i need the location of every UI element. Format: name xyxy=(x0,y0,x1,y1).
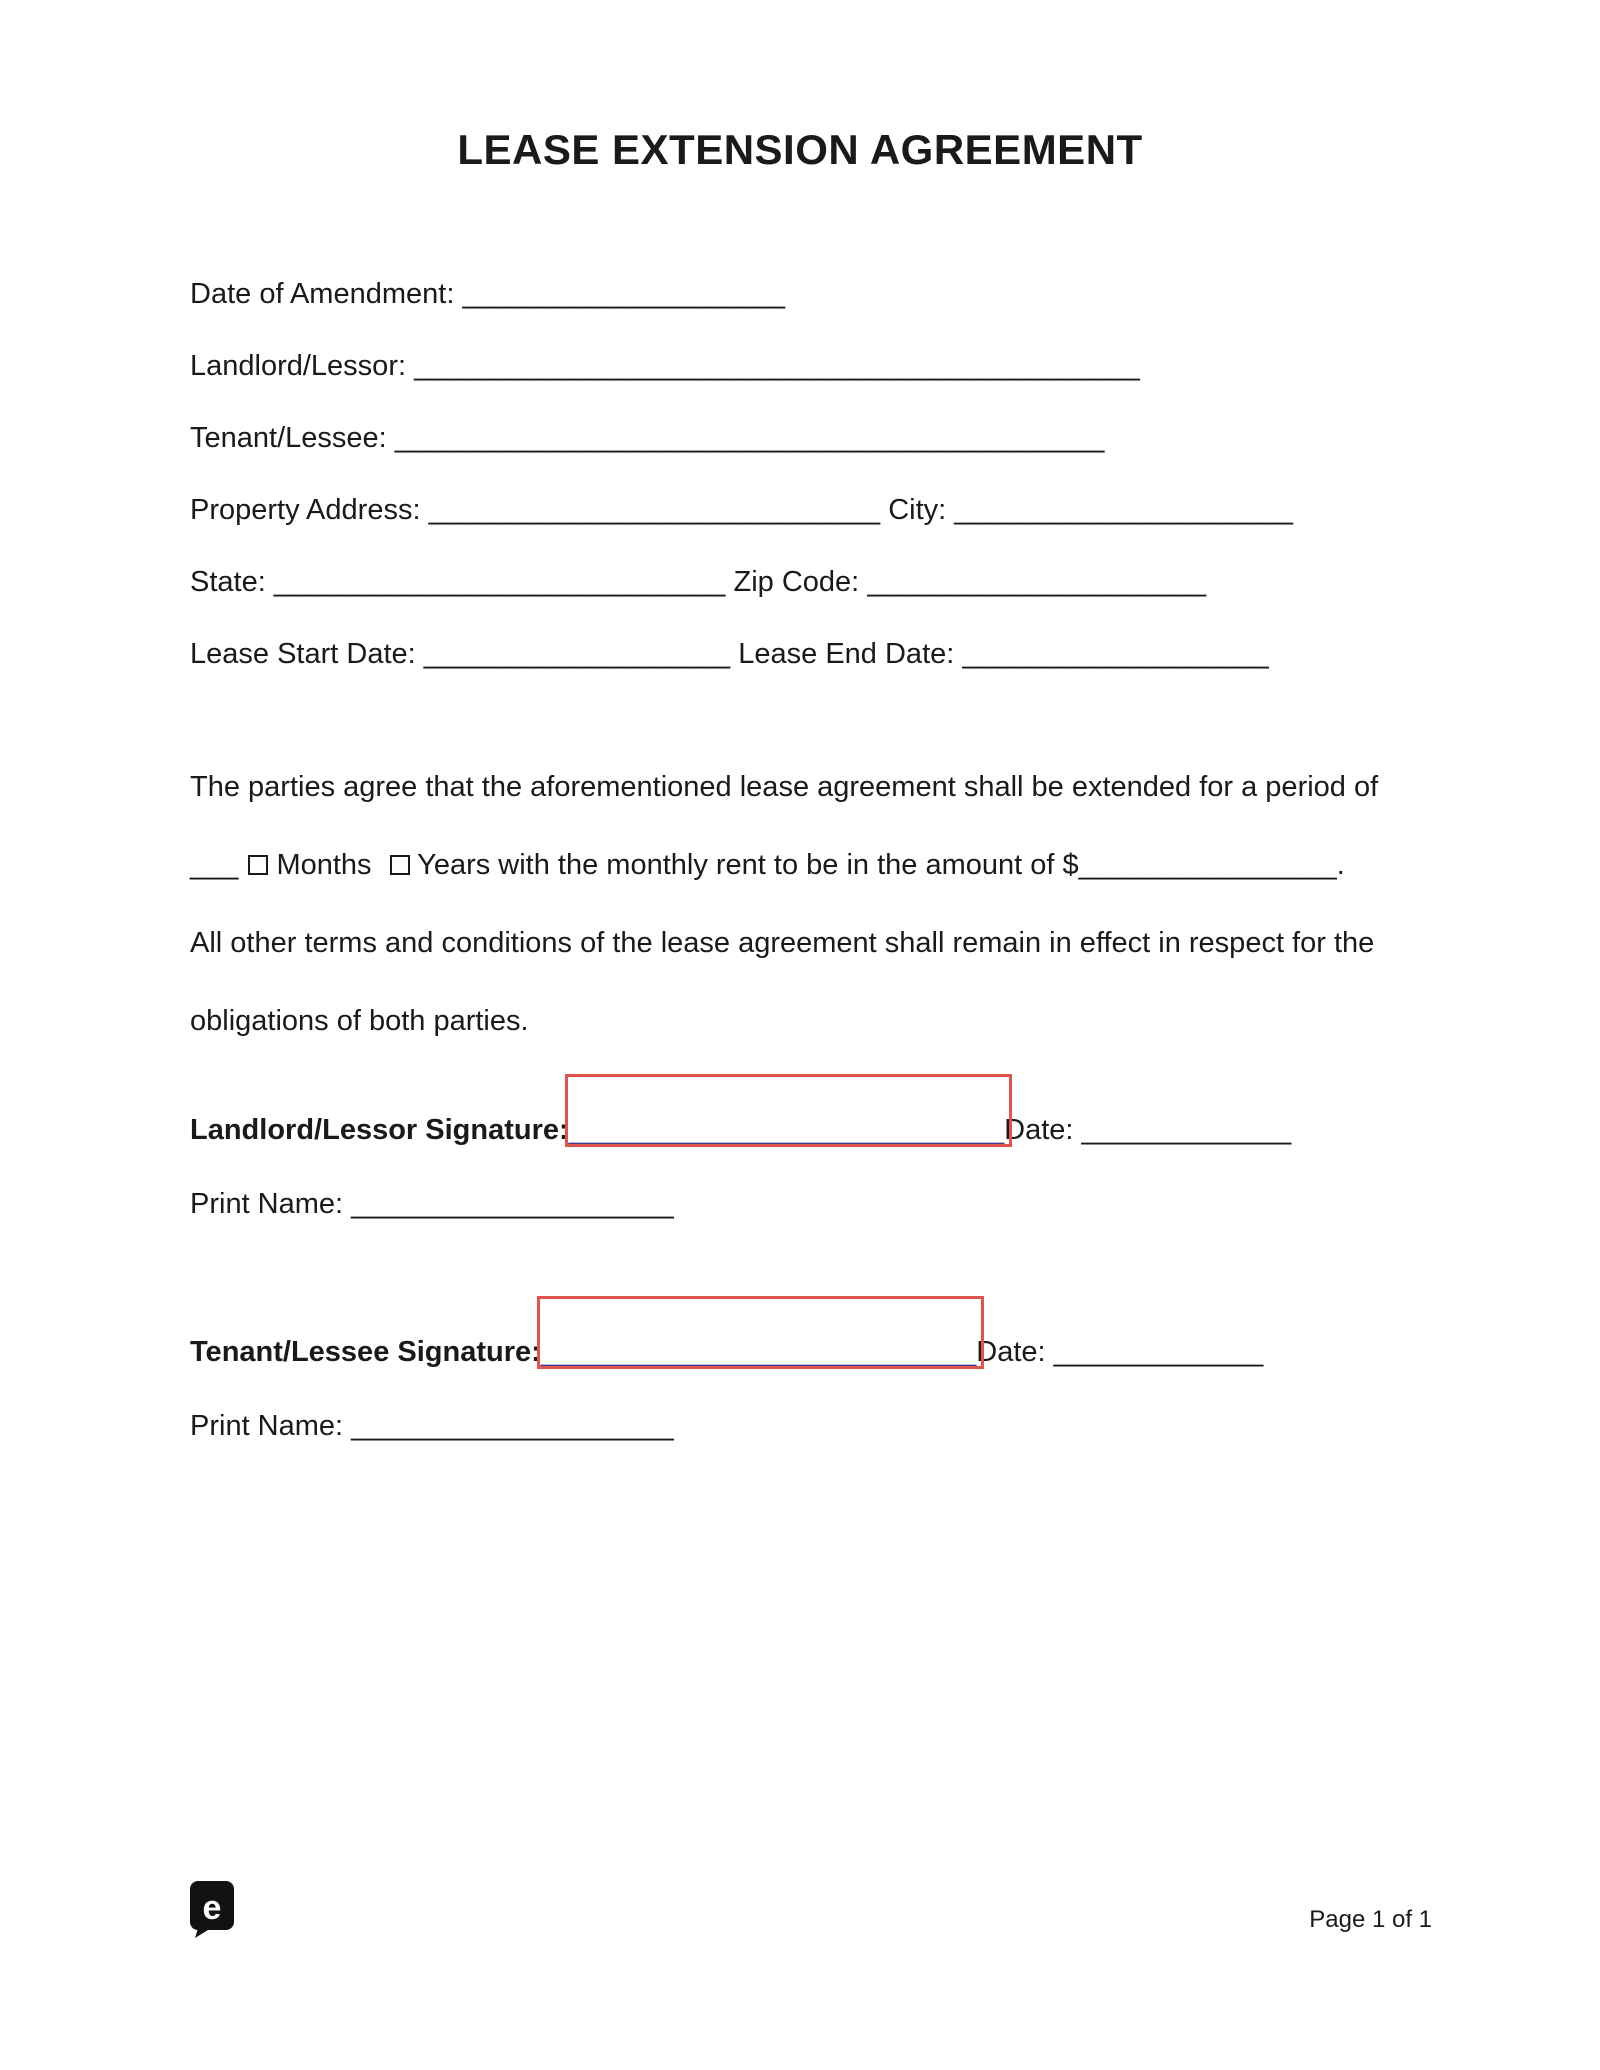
months-checkbox[interactable] xyxy=(248,855,268,875)
landlord-date-blank: _____________ xyxy=(1081,1114,1292,1146)
eforms-logo xyxy=(188,1880,236,1938)
tenant-signature-field[interactable] xyxy=(537,1296,984,1369)
lease-start-date-blank: ___________________ xyxy=(423,638,731,670)
rent-amount-blank: ________________ xyxy=(1078,849,1337,881)
agreement-paragraph xyxy=(190,748,1387,1060)
paragraph-text-start: The parties agree that the aforementioned lease agreement shall be extended for a period of xyxy=(190,771,1387,803)
period-blank: ___ xyxy=(190,849,239,881)
tenant-print-name-blank: ____________________ xyxy=(351,1410,674,1442)
page-indicator: Page 1 of 1 xyxy=(1309,1906,1432,1933)
lease-end-date-blank: ___________________ xyxy=(962,638,1269,670)
landlord-signature-row xyxy=(190,1108,1410,1152)
tenant-label: Tenant/Lessee: xyxy=(190,422,387,454)
years-label: Years with the monthly rent to be in the amount of $ xyxy=(409,849,1079,881)
landlord-signature-field[interactable] xyxy=(565,1074,1012,1147)
landlord-blank: _____________________________________________ xyxy=(414,350,1140,382)
landlord-date-label: Date: xyxy=(1004,1114,1074,1146)
property-address-blank: ____________________________ xyxy=(428,494,881,526)
city-blank: _____________________ xyxy=(954,494,1293,526)
date-of-amendment-row xyxy=(190,258,1410,330)
state-row xyxy=(190,546,1410,618)
landlord-signature-line: ___________________________ xyxy=(568,1114,1005,1146)
property-address-label: Property Address: xyxy=(190,494,421,526)
city-label: City: xyxy=(888,494,947,526)
tenant-signature-line: ___________________________ xyxy=(540,1336,977,1368)
eforms-logo-letter: e xyxy=(202,1889,222,1927)
tenant-row xyxy=(190,402,1410,474)
state-blank: ____________________________ xyxy=(273,566,726,598)
paragraph-text-end: . All other terms and conditions of the lease agreement shall remain in effect in respect for the obligations of both parties. xyxy=(190,849,1383,1037)
years-checkbox[interactable] xyxy=(390,855,410,875)
tenant-signature-row xyxy=(190,1330,1410,1374)
landlord-print-name-row xyxy=(190,1182,1410,1226)
zip-code-label: Zip Code: xyxy=(733,566,860,598)
lease-start-date-label: Lease Start Date: xyxy=(190,638,416,670)
tenant-blank: ____________________________________________ xyxy=(394,422,1105,454)
months-label: Months xyxy=(268,849,380,881)
date-of-amendment-label: Date of Amendment: xyxy=(190,278,455,310)
date-of-amendment-blank: ____________________ xyxy=(462,278,786,310)
landlord-print-name-blank: ____________________ xyxy=(351,1188,674,1220)
landlord-print-name-label: Print Name: xyxy=(190,1188,344,1220)
lease-dates-row xyxy=(190,618,1410,690)
zip-code-blank: _____________________ xyxy=(867,566,1207,598)
tenant-signature-label: Tenant/Lessee Signature: xyxy=(190,1336,541,1368)
tenant-date-label: Date: xyxy=(976,1336,1046,1368)
property-address-row xyxy=(190,474,1410,546)
tenant-date-blank: _____________ xyxy=(1053,1336,1264,1368)
tenant-signature-blank xyxy=(541,1336,976,1369)
eforms-logo-icon xyxy=(188,1880,236,1938)
tenant-print-name-row xyxy=(190,1404,1410,1448)
tenant-print-name-label: Print Name: xyxy=(190,1410,344,1442)
document-title: LEASE EXTENSION AGREEMENT xyxy=(457,126,1143,173)
landlord-signature-label: Landlord/Lessor Signature: xyxy=(190,1114,569,1146)
landlord-row xyxy=(190,330,1410,402)
landlord-signature-blank xyxy=(569,1114,1004,1147)
state-label: State: xyxy=(190,566,266,598)
landlord-label: Landlord/Lessor: xyxy=(190,350,407,382)
lease-end-date-label: Lease End Date: xyxy=(738,638,955,670)
